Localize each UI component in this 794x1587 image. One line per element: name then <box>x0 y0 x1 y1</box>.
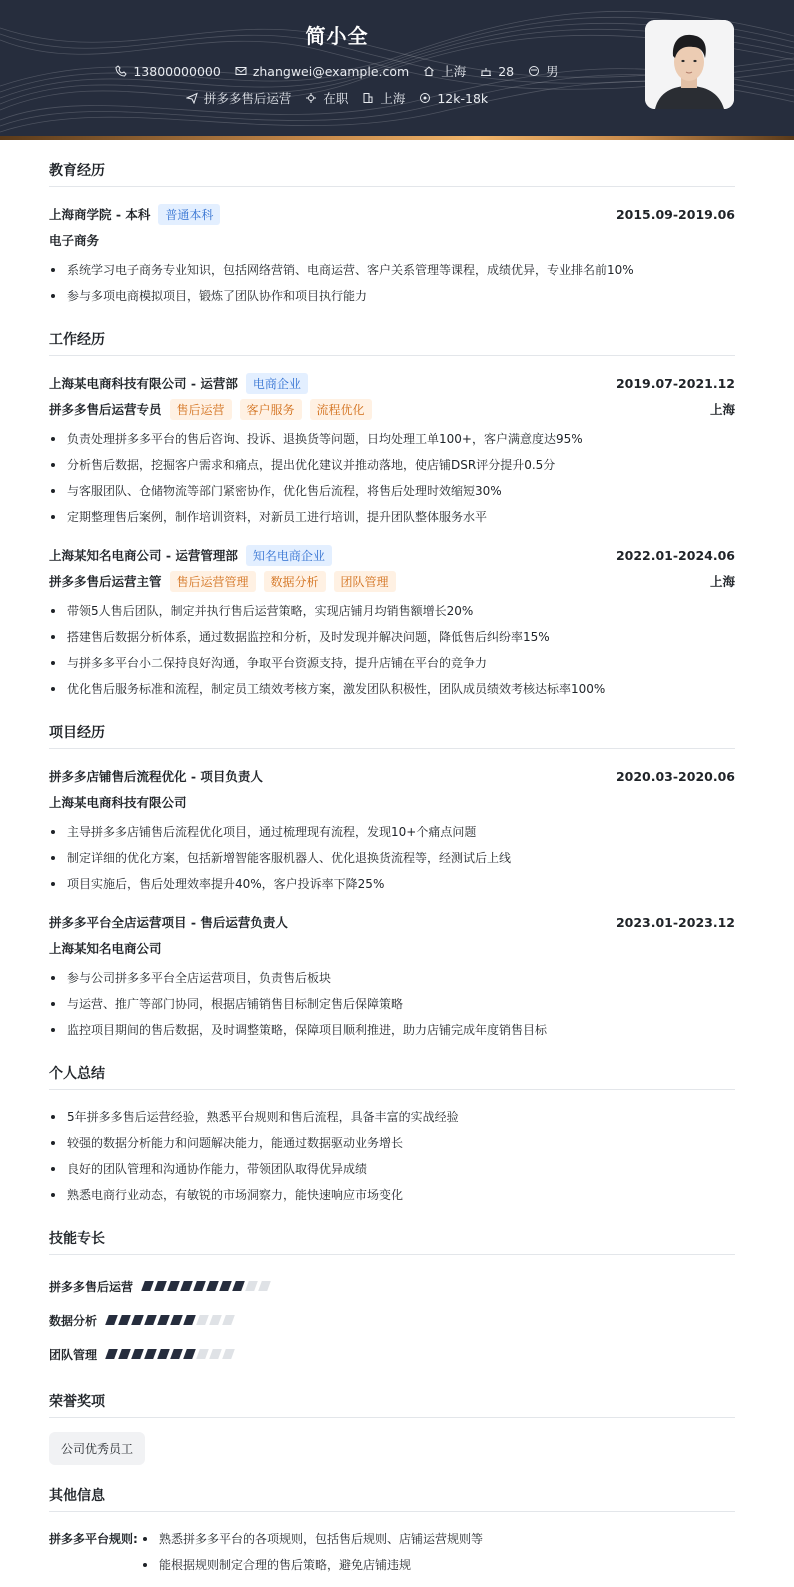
list-item: 带领5人售后团队，制定并执行售后运营策略，实现店铺月均销售额增长20% <box>49 598 735 624</box>
skill-segment-filled <box>167 1281 180 1291</box>
skill-segment-filled <box>180 1281 193 1291</box>
header-accent-bar <box>0 136 794 140</box>
list-item: 负责处理拼多多平台的售后咨询、投诉、退换货等问题，日均处理工单100+，客户满意度达95% <box>49 426 735 452</box>
entry-date: 2023.01-2023.12 <box>615 914 735 930</box>
job-target-text: 拼多多售后运营 <box>203 91 292 106</box>
bullet-list <box>49 598 735 702</box>
skill-segment-filled <box>118 1349 131 1359</box>
work-entry <box>49 542 735 702</box>
entry-subheader <box>49 789 735 815</box>
skill-segment-filled <box>183 1315 196 1325</box>
resume-body <box>0 160 794 1578</box>
section-title: 项目经历 <box>49 722 735 749</box>
skill-segment-empty <box>222 1349 235 1359</box>
gender-text: 男 <box>546 64 559 79</box>
skill-segment-filled <box>105 1349 118 1359</box>
job-intent-row <box>0 89 674 107</box>
entry-header <box>49 542 735 568</box>
skill-tag: 售后运营 <box>170 399 232 420</box>
other-info-label: 拼多多平台规则: <box>49 1532 138 1546</box>
skill-tag: 客户服务 <box>240 399 302 420</box>
entry-location: 上海 <box>709 574 735 589</box>
list-item: 良好的团队管理和沟通协作能力，带领团队取得优异成绩 <box>49 1156 735 1182</box>
city-item <box>423 62 466 80</box>
list-item: 监控项目期间的售后数据，及时调整策略，保障项目顺利推进，助力店铺完成年度销售目标 <box>49 1017 735 1043</box>
skill-segment-filled <box>141 1281 154 1291</box>
bullet-list <box>49 965 735 1043</box>
project-entry <box>49 763 735 897</box>
salary-item <box>419 91 488 106</box>
other-section <box>49 1485 735 1578</box>
skill-row <box>49 1337 735 1371</box>
skill-segment-empty <box>222 1315 235 1325</box>
status-icon <box>305 92 317 104</box>
position-name: 拼多多售后运营主管 <box>49 574 162 589</box>
list-item: 与客服团队、仓储物流等部门紧密协作，优化售后流程，将售后处理时效缩短30% <box>49 478 735 504</box>
skill-tag: 数据分析 <box>264 571 326 592</box>
city-text: 上海 <box>441 64 467 79</box>
skill-segment-empty <box>245 1281 258 1291</box>
skill-name: 拼多多售后运营 <box>49 1279 134 1294</box>
section-title: 技能专长 <box>49 1228 735 1255</box>
skills-section <box>49 1228 735 1371</box>
school-tag: 普通本科 <box>158 204 220 225</box>
candidate-name: 简小全 <box>305 24 369 48</box>
gender-item <box>528 62 559 80</box>
bullet-list <box>141 1526 483 1578</box>
skill-segment-filled <box>193 1281 206 1291</box>
bullet-list <box>49 1104 735 1208</box>
send-icon <box>186 92 198 104</box>
mail-icon <box>235 65 247 77</box>
status-text: 在职 <box>323 91 349 106</box>
list-item: 项目实施后，售后处理效率提升40%，客户投诉率下降25% <box>49 871 735 897</box>
skill-segment-empty <box>196 1349 209 1359</box>
resume-header <box>0 0 794 140</box>
entry-header <box>49 909 735 935</box>
skill-segment-filled <box>170 1315 183 1325</box>
skill-segment-filled <box>232 1281 245 1291</box>
list-item: 与拼多多平台小二保持良好沟通，争取平台资源支持，提升店铺在平台的竞争力 <box>49 650 735 676</box>
skill-segment-filled <box>219 1281 232 1291</box>
project-entry <box>49 909 735 1043</box>
entry-subheader <box>49 396 735 422</box>
company-name: 上海某知名电商公司 - 运营管理部 <box>49 548 238 563</box>
salary-icon <box>419 92 431 104</box>
skill-level-meter <box>107 1349 233 1359</box>
project-name: 拼多多店铺售后流程优化 - 项目负责人 <box>49 769 263 784</box>
expected-city-text: 上海 <box>380 91 406 106</box>
skill-name: 数据分析 <box>49 1313 98 1328</box>
job-target-item <box>186 89 292 107</box>
position-name: 拼多多售后运营专员 <box>49 402 162 417</box>
entry-header <box>49 370 735 396</box>
list-item: 主导拼多多店铺售后流程优化项目，通过梳理现有流程，发现10+个痛点问题 <box>49 819 735 845</box>
gender-icon <box>528 65 540 77</box>
skill-segment-filled <box>131 1315 144 1325</box>
skill-name: 团队管理 <box>49 1347 98 1362</box>
skill-tag: 流程优化 <box>310 399 372 420</box>
other-info-block <box>49 1526 735 1578</box>
skill-segment-filled <box>118 1315 131 1325</box>
skill-segment-filled <box>183 1349 196 1359</box>
status-item <box>305 89 348 107</box>
skill-row <box>49 1269 735 1303</box>
list-item: 定期整理售后案例，制作培训资料，对新员工进行培训，提升团队整体服务水平 <box>49 504 735 530</box>
list-item: 制定详细的优化方案，包括新增智能客服机器人、优化退换货流程等，经测试后上线 <box>49 845 735 871</box>
list-item: 较强的数据分析能力和问题解决能力，能通过数据驱动业务增长 <box>49 1130 735 1156</box>
list-item: 系统学习电子商务专业知识，包括网络营销、电商运营、客户关系管理等课程，成绩优异，专业排名前10% <box>49 257 735 283</box>
skill-segment-empty <box>209 1349 222 1359</box>
skill-segment-filled <box>131 1349 144 1359</box>
section-title: 工作经历 <box>49 329 735 356</box>
entry-subheader <box>49 935 735 961</box>
entry-location: 上海 <box>709 402 735 417</box>
skill-segment-filled <box>105 1315 118 1325</box>
honor-badge: 公司优秀员工 <box>49 1432 145 1465</box>
section-title: 其他信息 <box>49 1485 735 1512</box>
entry-date: 2020.03-2020.06 <box>615 768 735 784</box>
skill-level-meter <box>143 1281 269 1291</box>
list-item: 参与多项电商模拟项目，锻炼了团队协作和项目执行能力 <box>49 283 735 309</box>
skill-segment-filled <box>170 1349 183 1359</box>
phone-item <box>115 64 220 79</box>
skill-segment-filled <box>154 1281 167 1291</box>
age-item <box>480 64 514 79</box>
avatar-illustration <box>645 20 734 109</box>
bullet-list <box>49 819 735 897</box>
bullet-list <box>49 426 735 530</box>
home-icon <box>423 65 435 77</box>
skill-level-meter <box>107 1315 233 1325</box>
skill-tag: 团队管理 <box>334 571 396 592</box>
profile-photo <box>645 20 734 109</box>
cake-icon <box>480 65 492 77</box>
education-section <box>49 160 735 309</box>
list-item: 熟悉拼多多平台的各项规则，包括售后规则、店铺运营规则等 <box>141 1526 483 1552</box>
company-tag: 电商企业 <box>246 373 308 394</box>
list-item: 分析售后数据，挖掘客户需求和痛点，提出优化建议并推动落地，使店铺DSR评分提升0.5分 <box>49 452 735 478</box>
work-section <box>49 329 735 702</box>
skill-segment-empty <box>209 1315 222 1325</box>
entry-date: 2022.01-2024.06 <box>615 547 735 563</box>
skill-segment-empty <box>258 1281 271 1291</box>
work-entry <box>49 370 735 530</box>
summary-section <box>49 1063 735 1208</box>
section-title: 个人总结 <box>49 1063 735 1090</box>
honors-section <box>49 1391 735 1465</box>
list-item: 优化售后服务标准和流程，制定员工绩效考核方案，激发团队积极性，团队成员绩效考核达标率100% <box>49 676 735 702</box>
list-item: 与运营、推广等部门协同，根据店铺销售目标制定售后保障策略 <box>49 991 735 1017</box>
skill-segment-filled <box>144 1315 157 1325</box>
entry-header <box>49 201 735 227</box>
company-tag: 知名电商企业 <box>246 545 332 566</box>
skill-segment-empty <box>196 1315 209 1325</box>
email-text: zhangwei@example.com <box>252 63 410 79</box>
list-item: 参与公司拼多多平台全店运营项目，负责售后板块 <box>49 965 735 991</box>
major-name: 电子商务 <box>49 233 100 248</box>
school-name: 上海商学院 - 本科 <box>49 207 151 222</box>
entry-subheader <box>49 227 735 253</box>
project-org: 上海某知名电商公司 <box>49 941 162 956</box>
entry-date: 2015.09-2019.06 <box>615 206 735 222</box>
section-title: 荣誉奖项 <box>49 1391 735 1418</box>
skill-segment-filled <box>206 1281 219 1291</box>
projects-section <box>49 722 735 1043</box>
entry-date: 2019.07-2021.12 <box>615 375 735 391</box>
age-text: 28 <box>498 63 515 79</box>
bullet-list <box>49 257 735 309</box>
contact-row <box>0 62 674 80</box>
section-title: 教育经历 <box>49 160 735 187</box>
salary-text: 12k-18k <box>437 90 489 106</box>
phone-icon <box>115 65 127 77</box>
company-name: 上海某电商科技有限公司 - 运营部 <box>49 376 238 391</box>
building-icon <box>362 92 374 104</box>
list-item: 能根据规则制定合理的售后策略，避免店铺违规 <box>141 1552 483 1578</box>
skill-segment-filled <box>157 1315 170 1325</box>
list-item: 熟悉电商行业动态，有敏锐的市场洞察力，能快速响应市场变化 <box>49 1182 735 1208</box>
project-name: 拼多多平台全店运营项目 - 售后运营负责人 <box>49 915 288 930</box>
entry-subheader <box>49 568 735 594</box>
skill-tag: 售后运营管理 <box>170 571 256 592</box>
list-item: 5年拼多多售后运营经验，熟悉平台规则和售后流程，具备丰富的实战经验 <box>49 1104 735 1130</box>
project-org: 上海某电商科技有限公司 <box>49 795 187 810</box>
entry-header <box>49 763 735 789</box>
phone-text: 13800000000 <box>133 63 221 79</box>
expected-city-item <box>362 89 405 107</box>
skill-segment-filled <box>157 1349 170 1359</box>
email-item <box>235 64 409 79</box>
list-item: 搭建售后数据分析体系，通过数据监控和分析，及时发现并解决问题，降低售后纠纷率15% <box>49 624 735 650</box>
skill-row <box>49 1303 735 1337</box>
skill-segment-filled <box>144 1349 157 1359</box>
education-entry <box>49 201 735 309</box>
